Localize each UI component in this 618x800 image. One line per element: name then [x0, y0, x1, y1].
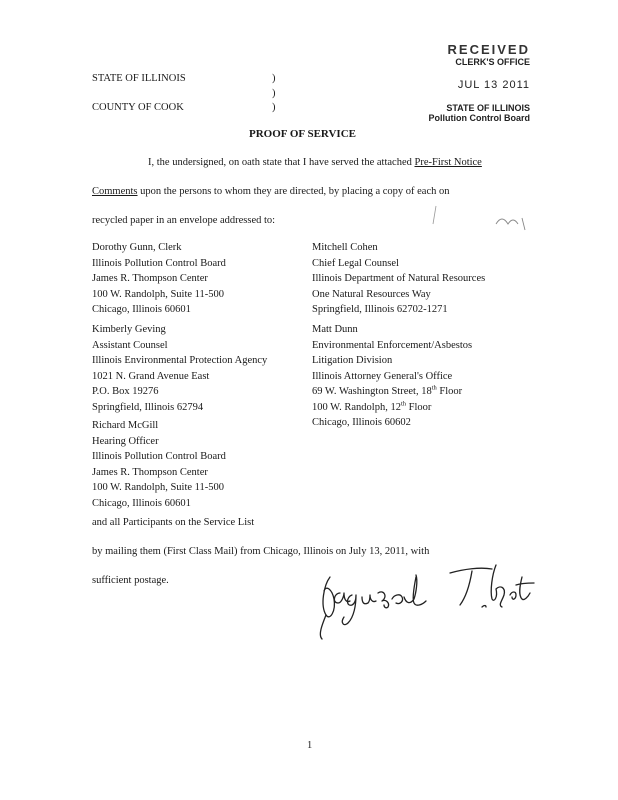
recipient-line: Springfield, Illinois 62702-1271 [312, 304, 448, 315]
recipient-line: 100 W. Randolph, Suite 11-500 [92, 288, 225, 300]
caption-state: STATE OF ILLINOIS [92, 73, 186, 84]
caption-paren-1: ) [272, 73, 276, 84]
addr2-sup: th [400, 400, 407, 407]
recipient-line: James R. Thompson Center [92, 466, 208, 478]
comments-link: Comments [92, 186, 138, 197]
body-line-1-text: I, the undersigned, on oath state that I have served the attached [148, 157, 415, 168]
recipient-line: One Natural Resources Way [312, 288, 431, 300]
addr1-post: Floor [436, 386, 463, 397]
closing-mailing: by mailing them (First Class Mail) from Chicago, Illinois on July 13, 2011, with [92, 546, 430, 557]
addr2-pre: 100 W. Randolph, 12 [312, 401, 401, 413]
recipient-line [312, 384, 472, 400]
recipient-left-3 [92, 418, 226, 511]
recipient-line: Kimberly Geving [92, 324, 166, 335]
recipient-line: Matt Dunn [312, 324, 358, 335]
page-number: 1 [307, 740, 313, 751]
handwritten-mark [426, 202, 536, 238]
body-line-2 [92, 186, 450, 197]
recipient-right-1 [312, 240, 485, 318]
recipient-left-1 [92, 240, 226, 318]
recipient-line: Mitchell Cohen [312, 242, 378, 253]
body-line-3: recycled paper in an envelope addressed to: [92, 215, 276, 226]
recipient-line [312, 400, 472, 416]
recipient-left-2 [92, 322, 267, 415]
recipient-line: 100 W. Randolph, Suite 11-500 [92, 482, 225, 493]
recipient-line: P.O. Box 19276 [92, 386, 159, 397]
recipient-line: Chicago, Illinois 60601 [92, 304, 191, 315]
recipient-right-2 [312, 322, 472, 431]
recipient-line: Environmental Enforcement/Asbestos [312, 339, 473, 351]
recipient-line: Richard McGill [92, 420, 159, 431]
recipient-line: Illinois Attorney General's Office [312, 370, 453, 382]
closing-postage: sufficient postage. [92, 575, 169, 586]
addr1-pre: 69 W. Washington Street, 18 [312, 386, 432, 397]
recipient-line: Illinois Department of Natural Resources [312, 273, 486, 284]
recipient-line: James R. Thompson Center [92, 273, 208, 284]
addr1-sup: th [431, 384, 437, 392]
addr2-post: Floor [406, 401, 432, 413]
stamp-clerks-office: CLERK'S OFFICE [455, 57, 530, 67]
stamp-date: JUL 13 2011 [457, 79, 530, 91]
stamp-board: Pollution Control Board [428, 113, 530, 123]
document-title: PROOF OF SERVICE [249, 128, 356, 140]
recipient-line: Chicago, Illinois 60602 [312, 417, 411, 428]
recipient-line: Dorothy Gunn, Clerk [92, 242, 182, 253]
closing-participants: and all Participants on the Service List [92, 517, 255, 528]
recipient-line: Assistant Counsel [92, 339, 168, 351]
recipient-line: Illinois Environmental Protection Agency [92, 355, 268, 366]
body-line-2-text: upon the persons to whom they are directed, by placing a copy of each on [137, 186, 450, 197]
recipient-line: Illinois Pollution Control Board [92, 451, 226, 462]
caption-paren-2: ) [272, 88, 276, 99]
recipient-line: Chicago, Illinois 60601 [92, 497, 191, 509]
recipient-line: Illinois Pollution Control Board [92, 257, 226, 269]
pre-first-notice-link: Pre-First Notice [414, 157, 482, 168]
recipient-line: Hearing Officer [92, 435, 159, 447]
recipient-line: Chief Legal Counsel [312, 257, 399, 269]
recipient-line: Springfield, Illinois 62794 [92, 401, 204, 413]
recipient-line: Litigation Division [312, 355, 393, 366]
signature [300, 555, 545, 645]
received-stamp [429, 42, 531, 123]
stamp-state: STATE OF ILLINOIS [446, 103, 530, 113]
caption-paren-3: ) [272, 102, 276, 113]
recipient-line: 1021 N. Grand Avenue East [92, 370, 210, 382]
caption-county: COUNTY OF COOK [92, 102, 184, 113]
body-line-1 [148, 157, 482, 168]
stamp-received: RECEIVED [447, 42, 530, 57]
